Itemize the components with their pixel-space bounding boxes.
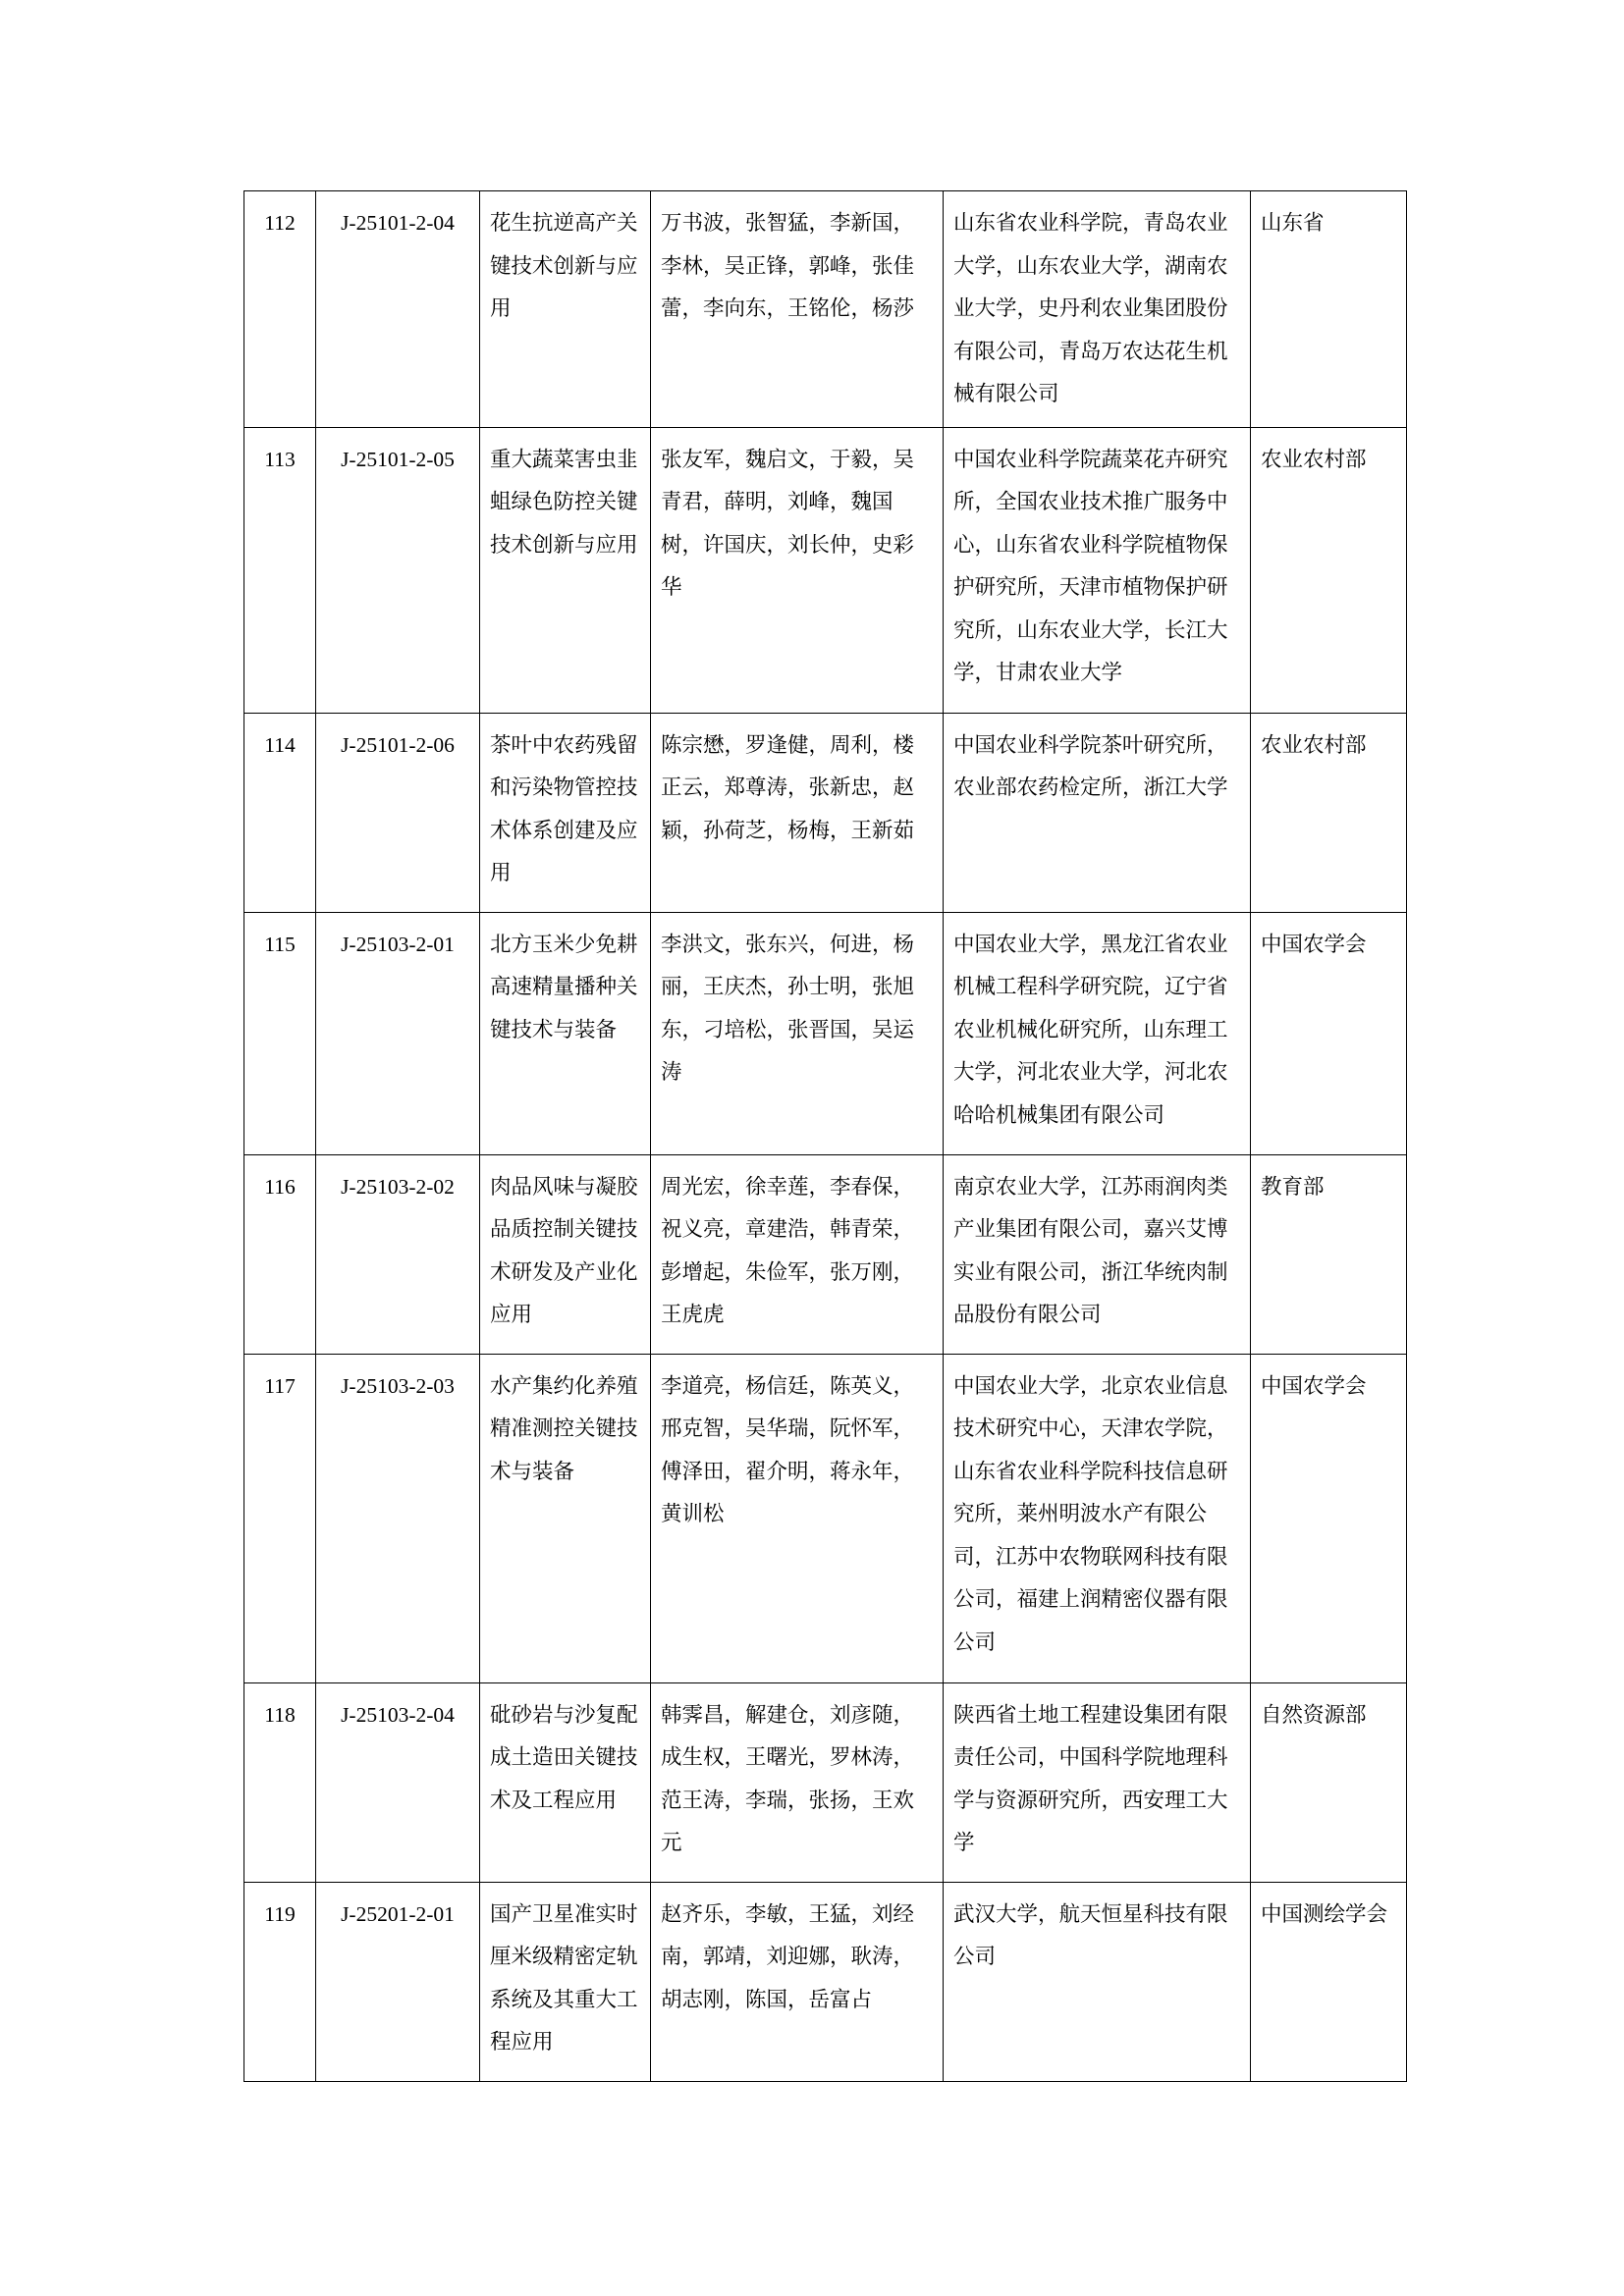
row-number: 112 [244,191,316,428]
row-number: 119 [244,1882,316,2081]
nominating-body: 中国农学会 [1251,1354,1407,1682]
award-project-table [244,190,1407,2082]
table-row [244,912,1407,1154]
completing-units: 中国农业科学院蔬菜花卉研究所，全国农业技术推广服务中心，山东省农业科学院植物保护研究所，天津市植物保护研究所，山东农业大学，长江大学，甘肃农业大学 [944,427,1251,713]
project-code: J-25101-2-05 [316,427,480,713]
completing-units: 中国农业科学院茶叶研究所，农业部农药检定所，浙江大学 [944,713,1251,912]
table-row [244,1154,1407,1354]
row-number: 114 [244,713,316,912]
project-name: 砒砂岩与沙复配成土造田关键技术及工程应用 [480,1682,651,1882]
row-number: 116 [244,1154,316,1354]
completing-units: 中国农业大学，北京农业信息技术研究中心，天津农学院，山东省农业科学院科技信息研究所，莱州明波水产有限公司，江苏中农物联网科技有限公司，福建上润精密仪器有限公司 [944,1354,1251,1682]
table-row [244,1882,1407,2081]
project-name: 水产集约化养殖精准测控关键技术与装备 [480,1354,651,1682]
table-row [244,1354,1407,1682]
nominating-body: 中国测绘学会 [1251,1882,1407,2081]
project-name: 花生抗逆高产关键技术创新与应用 [480,191,651,428]
row-number: 118 [244,1682,316,1882]
completing-units: 陕西省土地工程建设集团有限责任公司，中国科学院地理科学与资源研究所，西安理工大学 [944,1682,1251,1882]
row-number: 117 [244,1354,316,1682]
nominating-body: 山东省 [1251,191,1407,428]
project-code: J-25103-2-04 [316,1682,480,1882]
project-code: J-25201-2-01 [316,1882,480,2081]
project-code: J-25103-2-02 [316,1154,480,1354]
project-name: 茶叶中农药残留和污染物管控技术体系创建及应用 [480,713,651,912]
main-contributors: 李道亮，杨信廷，陈英义，邢克智，吴华瑞，阮怀军，傅泽田，翟介明，蒋永年，黄训松 [651,1354,944,1682]
nominating-body: 农业农村部 [1251,713,1407,912]
main-contributors: 周光宏，徐幸莲，李春保，祝义亮，章建浩，韩青荣，彭增起，朱俭军，张万刚，王虎虎 [651,1154,944,1354]
table-row [244,713,1407,912]
nominating-body: 教育部 [1251,1154,1407,1354]
main-contributors: 张友军，魏启文，于毅，吴青君，薛明，刘峰，魏国树，许国庆，刘长仲，史彩华 [651,427,944,713]
table-row [244,191,1407,428]
project-name: 国产卫星准实时厘米级精密定轨系统及其重大工程应用 [480,1882,651,2081]
project-name: 北方玉米少免耕高速精量播种关键技术与装备 [480,912,651,1154]
main-contributors: 赵齐乐，李敏，王猛，刘经南，郭靖，刘迎娜，耿涛，胡志刚，陈国，岳富占 [651,1882,944,2081]
project-name: 肉品风味与凝胶品质控制关键技术研发及产业化应用 [480,1154,651,1354]
project-code: J-25101-2-04 [316,191,480,428]
project-name: 重大蔬菜害虫韭蛆绿色防控关键技术创新与应用 [480,427,651,713]
main-contributors: 韩霁昌，解建仓，刘彦随，成生权，王曙光，罗林涛，范王涛，李瑞，张扬，王欢元 [651,1682,944,1882]
row-number: 113 [244,427,316,713]
row-number: 115 [244,912,316,1154]
nominating-body: 自然资源部 [1251,1682,1407,1882]
completing-units: 山东省农业科学院，青岛农业大学，山东农业大学，湖南农业大学，史丹利农业集团股份有限公司，青岛万农达花生机械有限公司 [944,191,1251,428]
completing-units: 武汉大学，航天恒星科技有限公司 [944,1882,1251,2081]
nominating-body: 农业农村部 [1251,427,1407,713]
project-code: J-25103-2-01 [316,912,480,1154]
nominating-body: 中国农学会 [1251,912,1407,1154]
project-code: J-25101-2-06 [316,713,480,912]
completing-units: 南京农业大学，江苏雨润肉类产业集团有限公司，嘉兴艾博实业有限公司，浙江华统肉制品股份有限公司 [944,1154,1251,1354]
main-contributors: 李洪文，张东兴，何进，杨丽，王庆杰，孙士明，张旭东，刁培松，张晋国，吴运涛 [651,912,944,1154]
main-contributors: 陈宗懋，罗逢健，周利，楼正云，郑尊涛，张新忠，赵颖，孙荷芝，杨梅，王新茹 [651,713,944,912]
project-code: J-25103-2-03 [316,1354,480,1682]
completing-units: 中国农业大学，黑龙江省农业机械工程科学研究院，辽宁省农业机械化研究所，山东理工大学，河北农业大学，河北农哈哈机械集团有限公司 [944,912,1251,1154]
main-contributors: 万书波，张智猛，李新国，李林，吴正锋，郭峰，张佳蕾，李向东，王铭伦，杨莎 [651,191,944,428]
table-row [244,427,1407,713]
table-row [244,1682,1407,1882]
